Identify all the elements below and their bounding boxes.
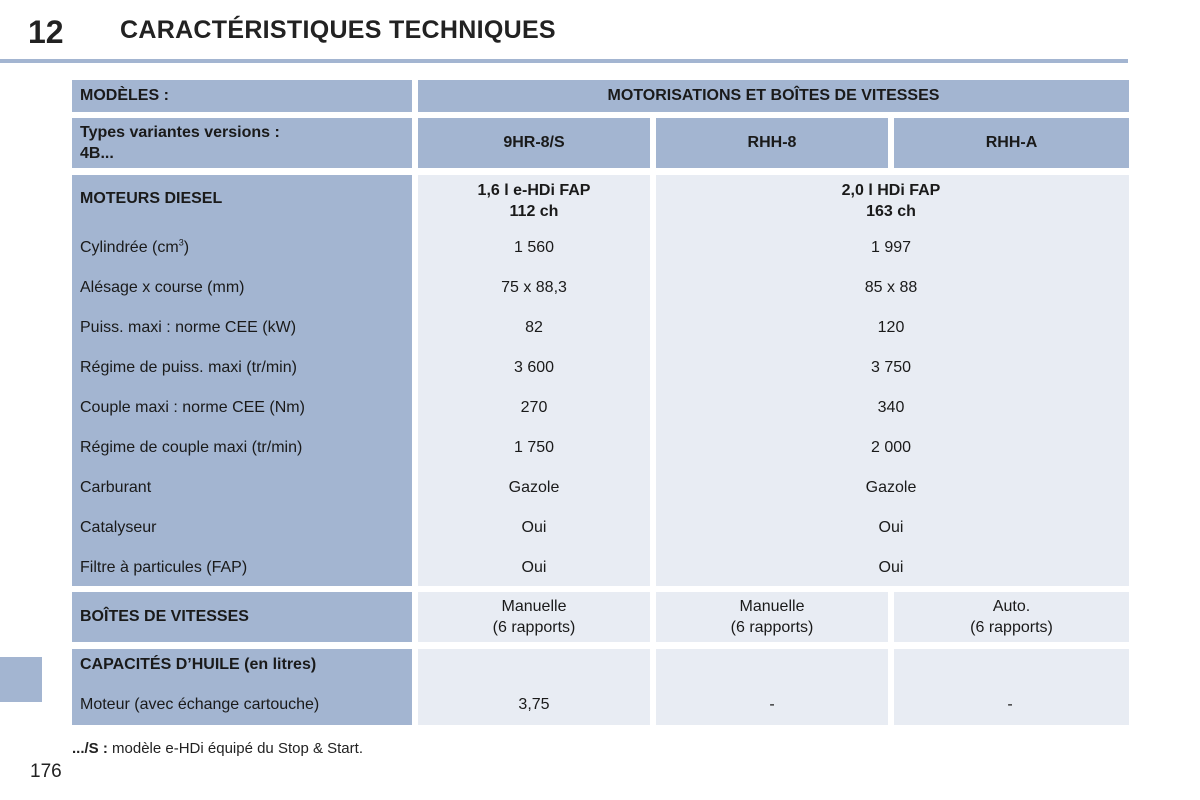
spec-value-engine1: 1 750 — [513, 439, 555, 456]
spec-label-particle-filter: Filtre à particules (FAP) — [80, 559, 248, 576]
engine2-power: 163 ch — [866, 203, 916, 220]
spec-value-engine1: 270 — [520, 399, 548, 416]
variant-label: RHH-8 — [747, 134, 797, 151]
spec-value-engine2: 1 997 — [870, 239, 912, 256]
gearbox-ratios: (6 rapports) — [492, 619, 576, 636]
spec-value-engine1: 1 560 — [513, 239, 555, 256]
chapter-number: 12 — [28, 14, 64, 50]
engine1-heading — [478, 180, 591, 222]
footnote — [72, 740, 363, 757]
page-title: CARACTÉRISTIQUES TECHNIQUES — [120, 16, 556, 44]
models-header — [72, 80, 412, 112]
spec-value-engine1: 3 600 — [513, 359, 555, 376]
spec-label-max-power: Puiss. maxi : norme CEE (kW) — [80, 319, 297, 336]
variant-header-1 — [418, 118, 650, 168]
gearbox-cell-2 — [656, 592, 888, 642]
spec-label-displacement — [80, 239, 189, 257]
diesel-section-label: MOTEURS DIESEL — [80, 190, 223, 207]
oil-section-label: CAPACITÉS D’HUILE (en litres) — [80, 656, 317, 673]
spec-label-fuel: Carburant — [80, 479, 152, 496]
gearbox-type: Manuelle — [739, 598, 805, 615]
engine2-name: 2,0 l HDi FAP — [841, 182, 941, 199]
spec-label-sup: 3 — [178, 237, 184, 248]
spec-label-bore-stroke: Alésage x course (mm) — [80, 279, 245, 296]
spec-value-engine2: 2 000 — [870, 439, 912, 456]
engine1-power: 112 ch — [509, 203, 559, 220]
spec-value-engine1: 82 — [525, 319, 543, 336]
engine1-name: 1,6 l e-HDi FAP — [477, 182, 591, 199]
gearbox-ratios: (6 rapports) — [970, 619, 1053, 636]
footnote-key: .../S : — [72, 740, 108, 757]
motorisations-label: MOTORISATIONS ET BOÎTES DE VITESSES — [607, 87, 940, 104]
oil-engine-label: Moteur (avec échange cartouche) — [80, 696, 320, 713]
gearbox-ratios: (6 rapports) — [730, 619, 814, 636]
engine2-heading — [842, 180, 941, 222]
types-header — [72, 118, 412, 168]
gearbox-label: BOÎTES DE VITESSES — [80, 608, 249, 625]
gearbox-cell-1 — [418, 592, 650, 642]
spec-label-max-torque: Couple maxi : norme CEE (Nm) — [80, 399, 305, 416]
oil-value-1: 3,75 — [518, 696, 550, 713]
gearbox-label-cell — [72, 592, 412, 642]
spec-value-engine1: 75 x 88,3 — [501, 279, 567, 296]
spec-label-text: Cylindrée (cm — [80, 239, 179, 256]
spec-value-engine2: 85 x 88 — [864, 279, 918, 296]
spec-value-engine2: Oui — [878, 559, 904, 576]
spec-value-engine2: 120 — [877, 319, 905, 336]
spec-value-engine1: Gazole — [508, 479, 560, 496]
motorisations-header — [418, 80, 1129, 112]
gearbox-type: Auto. — [992, 598, 1031, 615]
chapter-side-tab — [0, 657, 42, 702]
types-label-line2: 4B... — [80, 145, 114, 162]
models-label: MODÈLES : — [80, 87, 169, 104]
header-rule — [0, 59, 1128, 63]
footnote-text: modèle e-HDi équipé du Stop & Start. — [107, 740, 363, 757]
variant-header-2 — [656, 118, 888, 168]
spec-value-engine2: 340 — [877, 399, 905, 416]
variant-header-3 — [894, 118, 1129, 168]
spec-value-engine2: Gazole — [865, 479, 917, 496]
oil-value-3: - — [1007, 696, 1013, 713]
spec-value-engine1: Oui — [521, 559, 547, 576]
page-number: 176 — [30, 761, 62, 782]
spec-label-suffix: ) — [183, 239, 190, 256]
oil-value-2: - — [769, 696, 775, 713]
gearbox-cell-3 — [894, 592, 1129, 642]
spec-value-engine2: Oui — [878, 519, 904, 536]
variant-label: RHH-A — [985, 134, 1038, 151]
spec-value-engine1: Oui — [521, 519, 547, 536]
variant-label: 9HR-8/S — [503, 134, 565, 151]
spec-label-torque-rpm: Régime de couple maxi (tr/min) — [80, 439, 303, 456]
spec-label-catalyst: Catalyseur — [80, 519, 157, 536]
gearbox-type: Manuelle — [501, 598, 567, 615]
spec-label-power-rpm: Régime de puiss. maxi (tr/min) — [80, 359, 297, 376]
spec-value-engine2: 3 750 — [870, 359, 912, 376]
types-label-line1: Types variantes versions : — [80, 124, 280, 141]
